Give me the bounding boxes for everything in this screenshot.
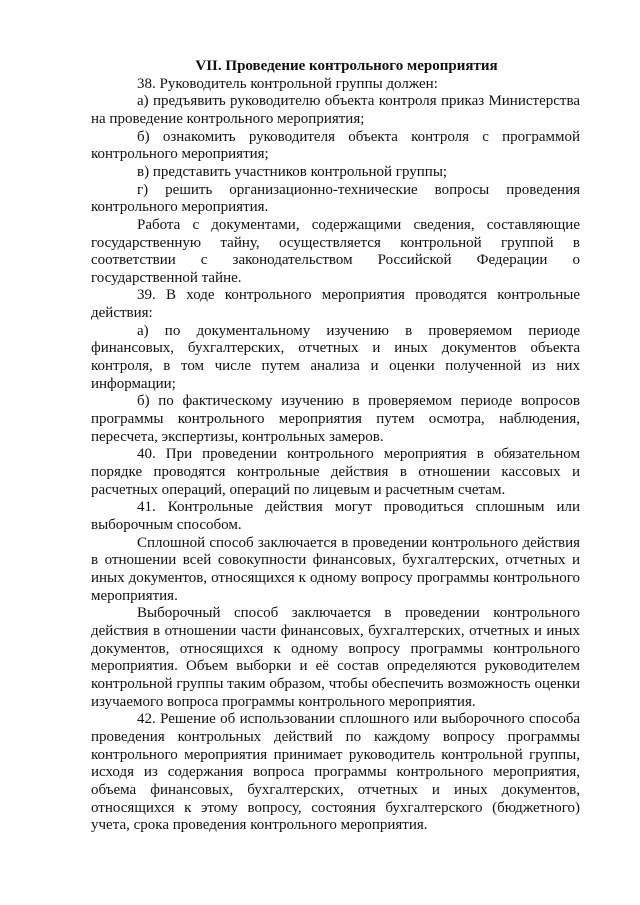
paragraph-38-v: в) представить участников контрольной группы; — [137, 163, 448, 180]
paragraph-sample-method: Выборочный способ заключается в проведении контрольного действия в отношении части финансовых, бухгалтерских, отчетных и иных документов, относящихся к одному вопросу программы контрольного мероприятия. Объем выборки и её состав определяются руководителем контрольной группы таким образом, чтобы обеспечить возможность оценки изучаемого вопроса программы контрольного мероприятия. — [91, 605, 580, 710]
paragraph-38-a: а) предъявить руководителю объекта контроля приказ Министерства на проведение контрольного мероприятия; — [91, 93, 580, 127]
paragraph-39: 39. В ходе контрольного мероприятия проводятся контрольные действия: — [91, 287, 580, 322]
paragraph-38-g: г) решить организационно-технические вопросы проведения контрольного мероприятия. — [91, 181, 580, 216]
paragraph-41: 41. Контрольные действия могут проводиться сплошным или выборочным способом. — [91, 499, 580, 533]
paragraph-42: 42. Решение об использовании сплошного или выборочного способа проведения контрольных действий по каждому вопросу программы контрольного мероприятия принимает руководитель контрольной группы, исходя из содержания вопроса программы контрольного мероприятия, объема финансовых, бухгалтерских, отчетных и иных документов, относящихся к этому вопросу, состояния бухгалтерского (бюджетного) учета, срока проведения контрольного мероприятия. — [91, 711, 580, 834]
paragraph-38-b: б) ознакомить руководителя объекта контроля с программой контрольного мероприятия; — [91, 128, 580, 163]
paragraph-state-secret: Работа с документами, содержащими сведения, составляющие государственную тайну, осуществляется контрольной группой в соответствии с законодательством Российской Федерации о государственной тайне. — [91, 216, 580, 286]
paragraph-full-method: Сплошной способ заключается в проведении контрольного действия в отношении всей совокупности финансовых, бухгалтерских, отчетных и иных документов, относящихся к одному вопросу программы контрольного мероприятия. — [91, 534, 580, 604]
paragraph-39-b: б) по фактическому изучению в проверяемом периоде вопросов программы контрольного мероприятия путем осмотра, наблюдения, пересчета, экспертизы, контрольных замеров. — [91, 393, 580, 445]
paragraph-40: 40. При проведении контрольного мероприятия в обязательном порядке проводятся контрольные действия в отношении кассовых и расчетных операций, операций по лицевым и расчетным счетам. — [91, 446, 580, 498]
section-title: VII. Проведение контрольного мероприятия — [195, 58, 498, 74]
paragraph-38: 38. Руководитель контрольной группы должен: — [137, 75, 438, 92]
paragraph-39-a: а) по документальному изучению в проверяемом периоде финансовых, бухгалтерских, отчетных и иных документов объекта контроля, в том числе путем анализа и оценки полученной из них информации; — [91, 322, 580, 392]
